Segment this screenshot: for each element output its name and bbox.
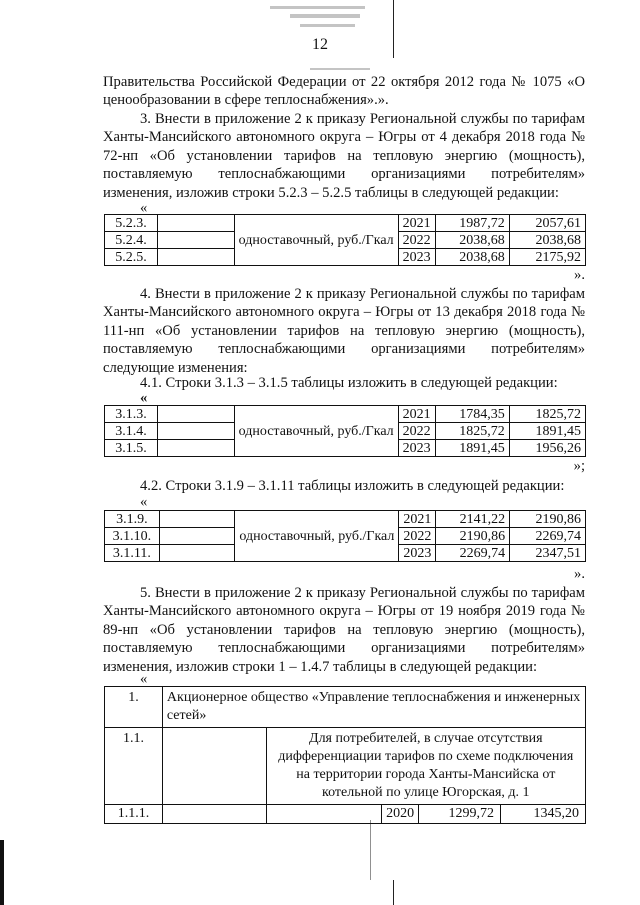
year-cell: 2021 [398, 215, 435, 232]
table-row [105, 406, 586, 423]
scan-noise [290, 14, 360, 18]
open-quote: « [140, 390, 148, 406]
open-quote: « [140, 671, 148, 687]
value-cell-2: 2038,68 [509, 232, 585, 249]
empty-cell [157, 249, 234, 266]
value-cell-1: 2269,74 [436, 545, 510, 562]
open-quote: « [140, 200, 148, 216]
year-cell: 2023 [398, 440, 435, 457]
value-cell-2: 1956,26 [509, 440, 585, 457]
value-cell-1: 2190,86 [436, 528, 510, 545]
paragraph-continuation: Правительства Российской Федерации от 22 октября 2012 года № 1075 «О ценообразовании в сфере теплоснабжения».». [103, 74, 585, 109]
unit-cell: одноставочный, руб./Гкал [234, 215, 398, 266]
close-quote: »; [573, 458, 585, 474]
year-cell: 2020 [382, 805, 419, 824]
value-cell-1: 1784,35 [435, 406, 509, 423]
tariff-table-3 [104, 510, 586, 562]
empty-cell [159, 511, 235, 528]
close-quote: ». [574, 566, 585, 582]
value-cell-1: 2141,22 [436, 511, 510, 528]
unit-cell: одноставочный, руб./Гкал [234, 406, 398, 457]
value-cell-1: 2038,68 [435, 232, 509, 249]
year-cell: 2022 [399, 528, 436, 545]
value-cell-2: 1825,72 [509, 406, 585, 423]
paragraph-4: 4. Внести в приложение 2 к приказу Региональной службы по тарифам Ханты-Мансийского автономного округа – Югры от 13 декабря 2018 года № 111-нп «Об установлении тарифов на тепловую энергию (мощность), поставляемую теплоснабжающими организациями потребителям» следующие изменения: [103, 286, 585, 376]
table-row [105, 687, 586, 728]
value-cell-2: 1345,20 [501, 805, 586, 824]
year-cell: 2023 [399, 545, 436, 562]
scan-line [393, 880, 394, 905]
scan-noise [300, 24, 355, 27]
open-quote: « [140, 494, 148, 510]
empty-cell [159, 528, 235, 545]
year-cell: 2022 [398, 423, 435, 440]
empty-cell [266, 805, 382, 824]
empty-cell [159, 545, 235, 562]
year-cell: 2021 [399, 511, 436, 528]
row-number: 1. [105, 687, 163, 728]
value-cell-1: 1891,45 [435, 440, 509, 457]
value-cell-2: 1891,45 [509, 423, 585, 440]
row-number: 3.1.5. [105, 440, 158, 457]
value-cell-2: 2057,61 [509, 215, 585, 232]
table-row [105, 215, 586, 232]
row-number: 5.2.3. [105, 215, 158, 232]
paragraph-4-2: 4.2. Строки 3.1.9 – 3.1.11 таблицы изложить в следующей редакции: [140, 478, 565, 494]
empty-cell [162, 805, 266, 824]
page-number: 12 [312, 36, 328, 53]
year-cell: 2021 [398, 406, 435, 423]
empty-cell [157, 406, 234, 423]
empty-cell [157, 440, 234, 457]
unit-cell: одноставочный, руб./Гкал [235, 511, 399, 562]
row-number: 1.1.1. [105, 805, 163, 824]
table-row [105, 805, 586, 824]
year-cell: 2022 [398, 232, 435, 249]
paragraph-3: 3. Внести в приложение 2 к приказу Региональной службы по тарифам Ханты-Мансийского автономного округа – Югры от 4 декабря 2018 года № 72-нп «Об установлении тарифов на тепловую энергию (мощность), поставляемую теплоснабжающими организациями потребителям» изменения, изложив строки 5.2.3 – 5.2.5 таблицы в следующей редакции: [103, 111, 585, 201]
consumer-description: Для потребителей, в случае отсутствия дифференциации тарифов по схеме подключения на территории города Ханты-Мансийска от котельной по улице Югорская, д. 1 [266, 728, 585, 805]
row-number: 3.1.11. [105, 545, 160, 562]
value-cell-1: 1825,72 [435, 423, 509, 440]
empty-cell [162, 728, 266, 805]
close-quote: ». [574, 267, 585, 283]
row-number: 3.1.9. [105, 511, 160, 528]
value-cell-1: 1299,72 [419, 805, 501, 824]
value-cell-1: 1987,72 [435, 215, 509, 232]
row-number: 3.1.4. [105, 423, 158, 440]
row-number: 1.1. [105, 728, 163, 805]
row-number: 3.1.3. [105, 406, 158, 423]
tariff-table-2 [104, 405, 586, 457]
scan-line [370, 820, 371, 880]
value-cell-2: 2175,92 [509, 249, 585, 266]
year-cell: 2023 [398, 249, 435, 266]
table-row [105, 728, 586, 805]
row-number: 3.1.10. [105, 528, 160, 545]
paragraph-5: 5. Внести в приложение 2 к приказу Региональной службы по тарифам Ханты-Мансийского автономного округа – Югры от 19 ноября 2019 года № 89-нп «Об установлении тарифов на тепловую энергию (мощность), поставляемую теплоснабжающими организациями потребителям» изменения, изложив строки 1 – 1.4.7 таблицы в следующей редакции: [103, 585, 585, 675]
row-number: 5.2.5. [105, 249, 158, 266]
value-cell-2: 2190,86 [510, 511, 586, 528]
organization-name: Акционерное общество «Управление теплоснабжения и инженерных сетей» [162, 687, 585, 728]
row-number: 5.2.4. [105, 232, 158, 249]
table-row [105, 511, 586, 528]
value-cell-2: 2347,51 [510, 545, 586, 562]
value-cell-2: 2269,74 [510, 528, 586, 545]
value-cell-1: 2038,68 [435, 249, 509, 266]
paragraph-4-1: 4.1. Строки 3.1.3 – 3.1.5 таблицы изложить в следующей редакции: [140, 375, 558, 391]
tariff-table-5 [104, 686, 586, 824]
empty-cell [157, 215, 234, 232]
empty-cell [157, 423, 234, 440]
tariff-table-1 [104, 214, 586, 266]
scan-noise [270, 6, 365, 9]
scan-noise [310, 68, 370, 70]
empty-cell [157, 232, 234, 249]
scan-edge [0, 840, 4, 905]
